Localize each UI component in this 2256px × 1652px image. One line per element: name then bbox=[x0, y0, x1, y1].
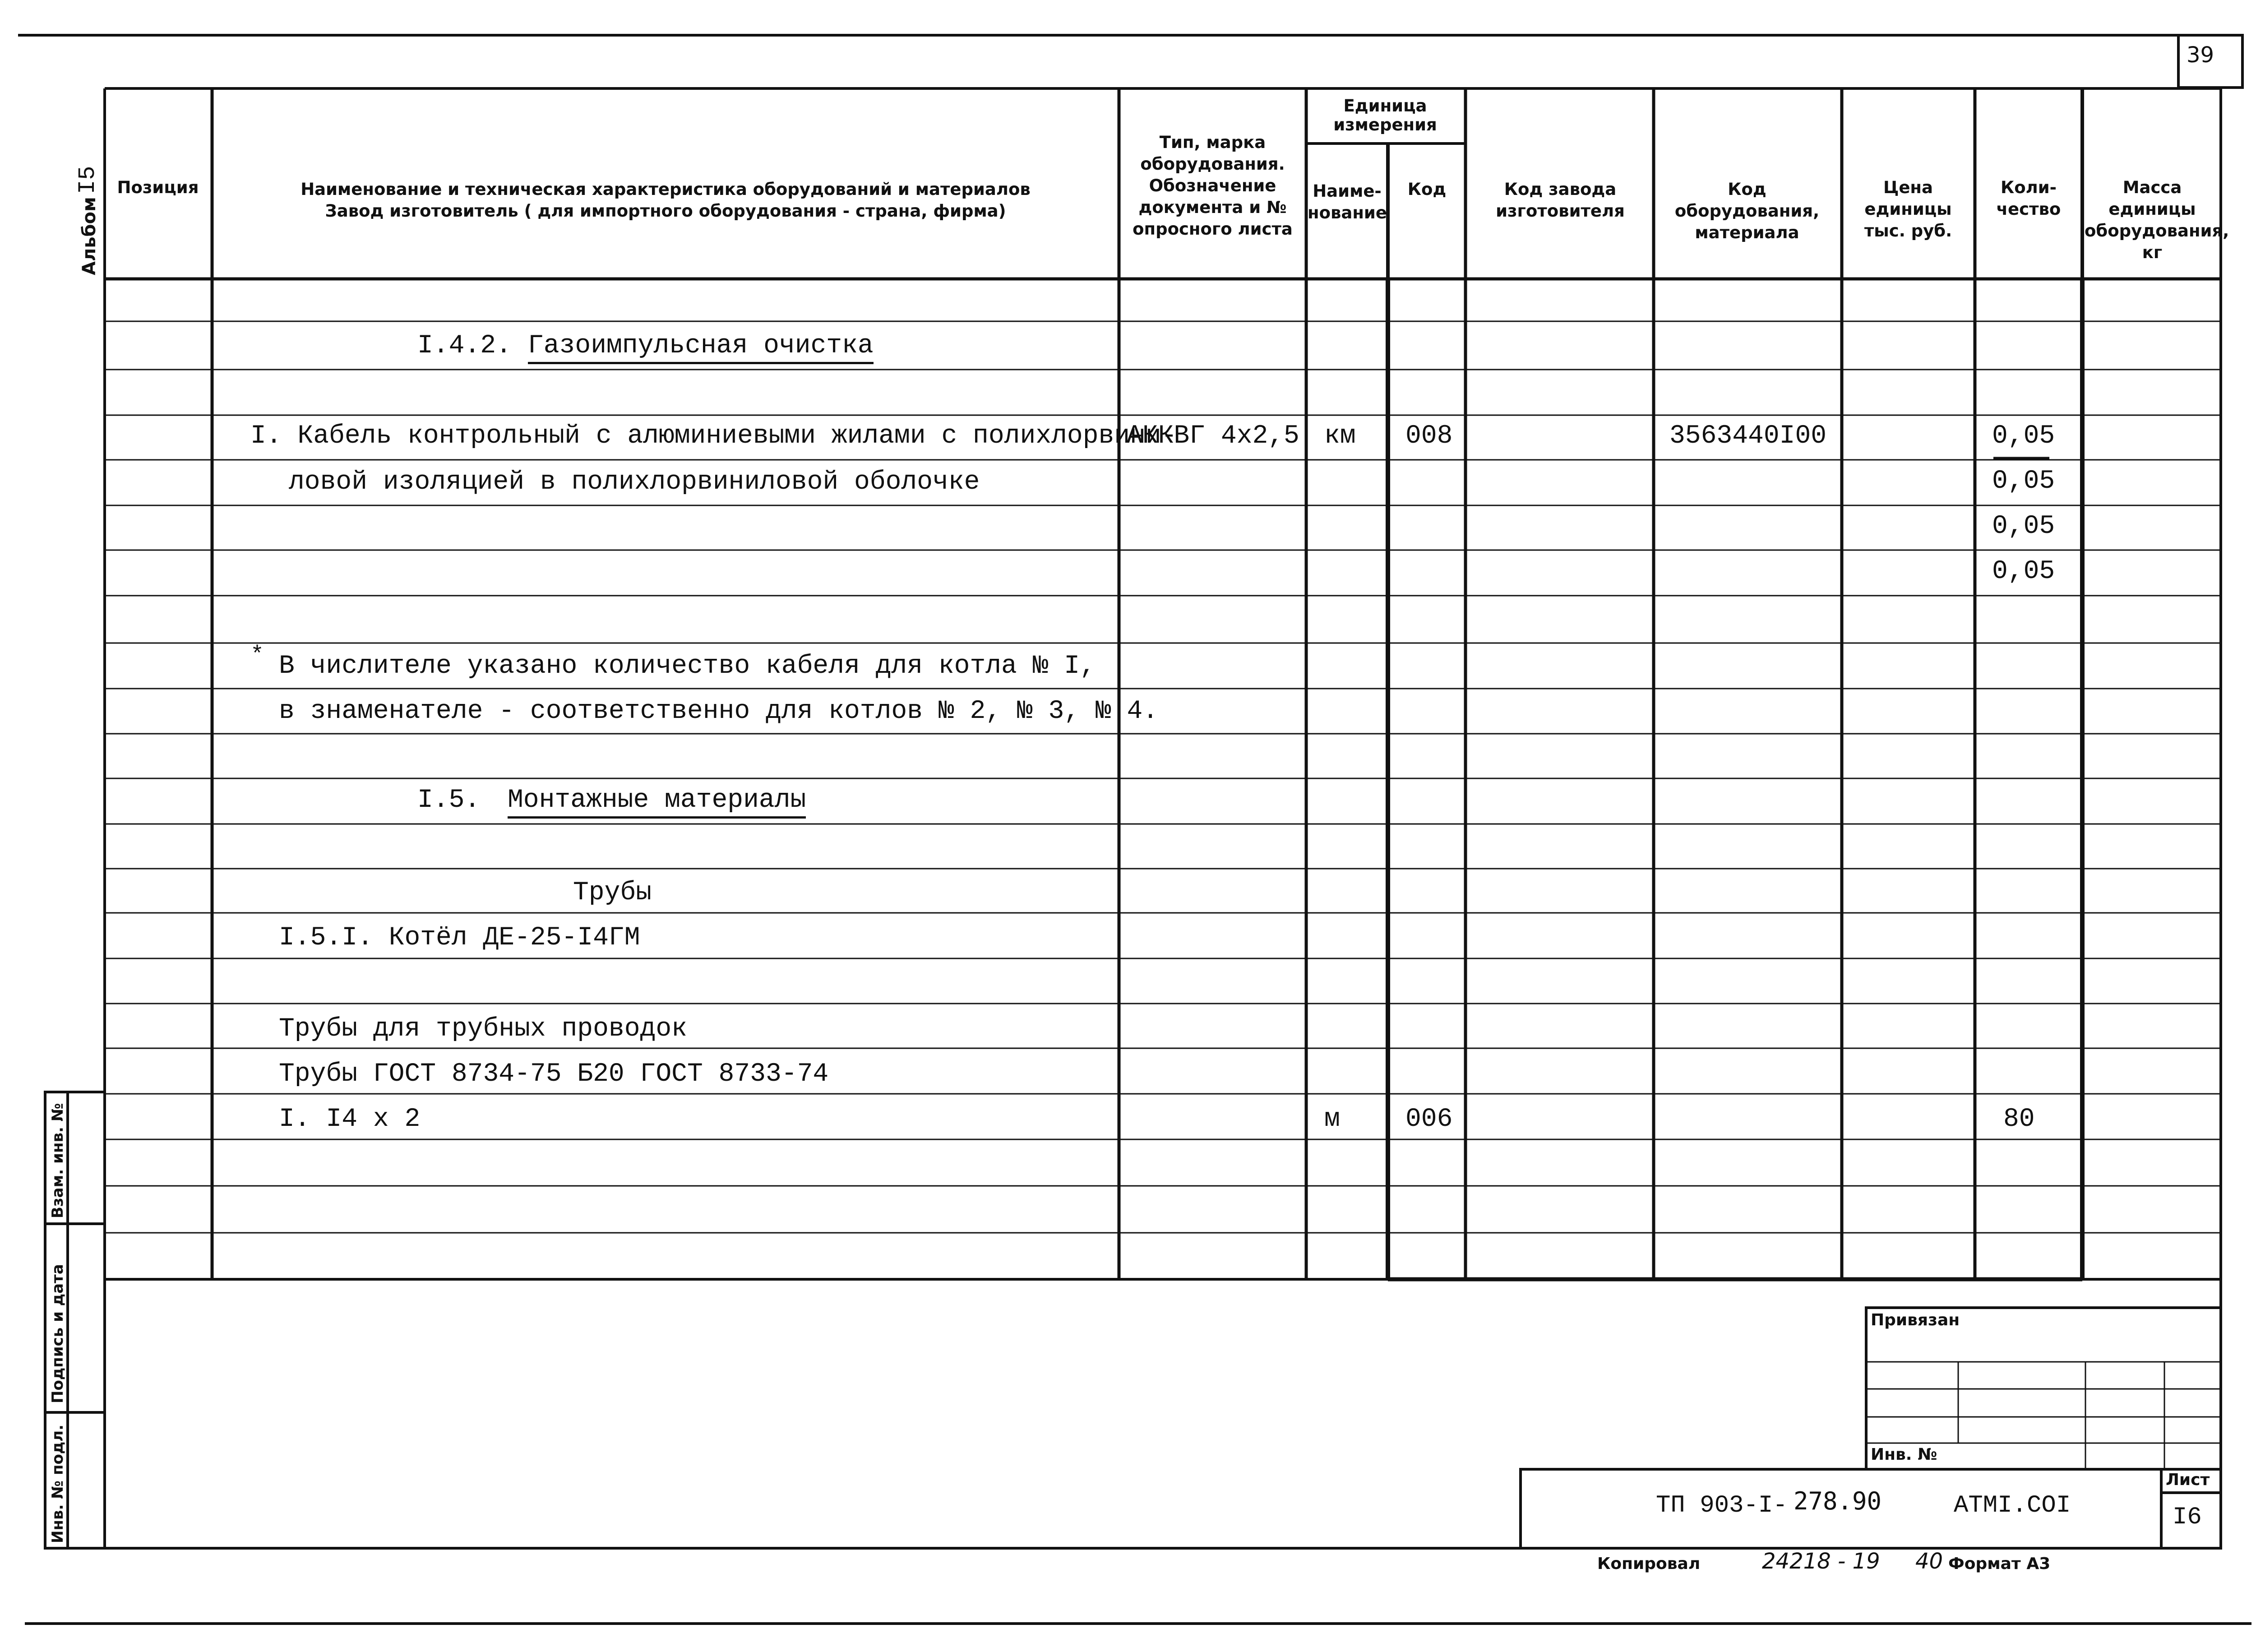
header-factory-code: Код завода изготовителя bbox=[1496, 180, 1625, 221]
header-type: Тип, марка оборудования. Обозначение документа и № опросного листа bbox=[1133, 133, 1293, 239]
sheet-number-top: 39 bbox=[2187, 42, 2214, 68]
title-privyazan: Привязан bbox=[1871, 1311, 1960, 1329]
header-name-line2: Завод изготовитель ( для импортного оборудования - страна, фирма) bbox=[325, 201, 1006, 221]
stamp-vzam-inv: Взам. инв. № bbox=[49, 1103, 67, 1218]
title-doc-code-hand: 278.90 bbox=[1794, 1487, 1882, 1515]
header-name-line1: Наименование и техническая характеристика оборудований и материалов bbox=[300, 180, 1031, 199]
album-label: Альбом bbox=[79, 197, 100, 275]
note-line2: в знаменателе - соответственно для котлов № 2, № 3, № 4. bbox=[279, 697, 1159, 726]
title-sheet-value: I6 bbox=[2173, 1504, 2202, 1531]
pipes-gost-line: Трубы ГОСТ 8734-75 Б20 ГОСТ 8733-74 bbox=[279, 1060, 829, 1089]
pipe-item-code: 006 bbox=[1405, 1105, 1453, 1134]
header-unit-group: Единица измерения bbox=[1333, 96, 1437, 134]
stamp-inv-podl: Инв. № подл. bbox=[49, 1424, 67, 1543]
header-mass: Масса единицы оборудования, кг bbox=[2085, 178, 2229, 262]
pipe-item-qty: 80 bbox=[2003, 1105, 2035, 1134]
footer-format: Формат А3 bbox=[1948, 1555, 2051, 1573]
item1-line2: ловой изоляцией в полихлорвиниловой оболочке bbox=[289, 467, 980, 497]
header-name bbox=[217, 179, 1114, 222]
note-star: * bbox=[250, 643, 264, 668]
header-equipment-code: Код оборудования, материала bbox=[1674, 180, 1820, 242]
section-15-title: Монтажные материалы bbox=[508, 787, 806, 819]
pipe-item: I. I4 x 2 bbox=[279, 1105, 421, 1134]
header-position: Позиция bbox=[117, 178, 199, 197]
item1-unit: км bbox=[1324, 421, 1356, 451]
section-142-title: Газоимпульсная очистка bbox=[528, 333, 874, 364]
title-doc-suffix: АТМI.СОI bbox=[1954, 1492, 2071, 1519]
boiler-line: I.5.I. Котёл ДЕ-25-I4ГМ bbox=[279, 923, 640, 953]
title-doc-code: ТП 903-I- bbox=[1656, 1492, 1788, 1519]
pipe-item-unit: м bbox=[1324, 1105, 1340, 1134]
footer-copy-number: 24218 - 19 bbox=[1762, 1549, 1880, 1574]
section-142-number: I.4.2. bbox=[417, 331, 512, 361]
footer-copied: Копировал bbox=[1597, 1555, 1701, 1573]
item1-qty-3: 0,05 bbox=[1992, 512, 2055, 541]
header-quantity: Коли-чество bbox=[1996, 178, 2061, 219]
item1-line1: I. Кабель контрольный с алюминиевыми жилами с полихлорвини- bbox=[250, 421, 1177, 451]
item1-type: АККВГ 4x2,5 bbox=[1127, 421, 1299, 451]
header-price: Цена единицы тыс. руб. bbox=[1864, 178, 1952, 241]
title-inv-no: Инв. № bbox=[1871, 1445, 1937, 1464]
header-unit-code: Код bbox=[1407, 180, 1447, 199]
album-number: I5 bbox=[74, 166, 101, 194]
item1-qty-4: 0,05 bbox=[1992, 557, 2055, 586]
item1-equipment-code: 3563440I00 bbox=[1669, 421, 1827, 451]
section-15-number: I.5. bbox=[417, 786, 481, 815]
note-line1: В числителе указано количество кабеля для котла № I, bbox=[279, 652, 1096, 681]
title-sheet-label: Лист bbox=[2166, 1471, 2210, 1489]
stamp-podpis-data: Подпись и дата bbox=[49, 1264, 67, 1403]
header-unit-name: Наиме-нование bbox=[1308, 181, 1387, 222]
pipes-for-line: Трубы для трубных проводок bbox=[279, 1014, 687, 1044]
item1-qty-2: 0,05 bbox=[1992, 467, 2055, 496]
item1-qty-1: 0,05 bbox=[1992, 421, 2055, 451]
pipes-heading: Трубы bbox=[573, 878, 652, 907]
footer-copy-number2: 40 bbox=[1915, 1549, 1943, 1574]
item1-code: 008 bbox=[1405, 421, 1453, 451]
